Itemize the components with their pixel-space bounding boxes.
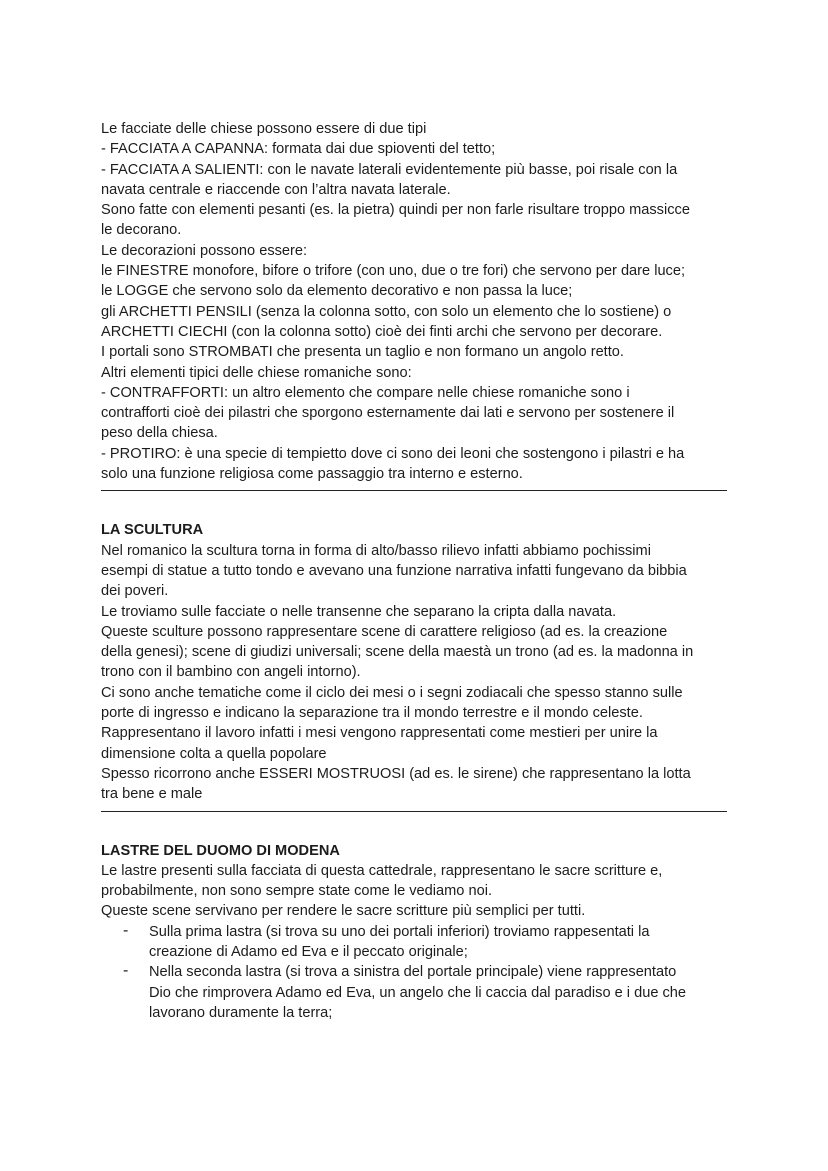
text-line: contrafforti cioè dei pilastri che sporgono esternamente dai lati e servono per sostenere il xyxy=(101,405,675,422)
text-line: ARCHETTI CIECHI (con la colonna sotto) cioè dei finti archi che servono per decorare. xyxy=(101,323,663,340)
text-line: della genesi); scene di giudizi universali; scene della maestà un trono (ad es. la madonna in xyxy=(101,644,694,661)
text-line: tra bene e male xyxy=(101,786,203,803)
text-line: le decorano. xyxy=(101,222,182,239)
text-line: navata centrale e riaccende con l’altra navata laterale. xyxy=(101,181,451,198)
text-line: - CONTRAFFORTI: un altro elemento che compare nelle chiese romaniche sono i xyxy=(101,384,630,401)
text-line: le LOGGE che servono solo da elemento decorativo e non passa la luce; xyxy=(101,283,573,300)
section-lastre-modena xyxy=(101,841,729,1024)
text-line: peso della chiesa. xyxy=(101,425,218,442)
text-line: Le lastre presenti sulla facciata di questa cattedrale, rappresentano le sacre scritture e, xyxy=(101,862,663,879)
text-line: dei poveri. xyxy=(101,583,169,600)
text-line: lavorano duramente la terra; xyxy=(149,1004,333,1021)
text-line: Queste sculture possono rappresentare scene di carattere religioso (ad es. la creazione xyxy=(101,623,668,640)
text-line: - FACCIATA A SALIENTI: con le navate laterali evidentemente più basse, poi risale con la xyxy=(101,161,678,178)
text-line: - FACCIATA A CAPANNA: formata dai due spioventi del tetto; xyxy=(101,141,496,158)
text-line: Ci sono anche tematiche come il ciclo dei mesi o i segni zodiacali che spesso stanno sulle xyxy=(101,684,683,701)
section-scultura xyxy=(101,520,729,804)
text-line: Queste scene servivano per rendere le sacre scritture più semplici per tutti. xyxy=(101,903,586,920)
text-line: creazione di Adamo ed Eva e il peccato originale; xyxy=(149,943,468,960)
text-line: trono con il bambino con angeli intorno). xyxy=(101,664,361,681)
list-item xyxy=(101,922,729,963)
text-line: Le facciate delle chiese possono essere di due tipi xyxy=(101,121,427,137)
text-line: probabilmente, non sono sempre state come le vediamo noi. xyxy=(101,883,493,900)
text-line: Sono fatte con elementi pesanti (es. la pietra) quindi per non farle risultare troppo massicce xyxy=(101,202,690,219)
text-line: le FINESTRE monofore, bifore o trifore (con uno, due o tre fori) che servono per dare luce; xyxy=(101,263,686,280)
text-line: dimensione colta a quella popolare xyxy=(101,745,327,762)
text-line: Spesso ricorrono anche ESSERI MOSTRUOSI (ad es. le sirene) che rappresentano la lotta xyxy=(101,765,691,782)
text-line: Le decorazioni possono essere: xyxy=(101,242,308,259)
text-line: Rappresentano il lavoro infatti i mesi vengono rappresentati come mestieri per unire la xyxy=(101,725,658,742)
bullet-marker: - xyxy=(123,921,129,939)
text-line: esempi di statue a tutto tondo e avevano una funzione narrativa infatti fungevano da bibbia xyxy=(101,562,687,579)
section-facciate xyxy=(101,119,729,484)
text-line: - PROTIRO: è una specie di tempietto dove ci sono dei leoni che sostengono i pilastri e ha xyxy=(101,445,685,462)
list-item xyxy=(101,962,729,1023)
text-line: Sulla prima lastra (si trova su uno dei portali inferiori) troviamo rappesentati la xyxy=(149,923,650,940)
text-line: Nella seconda lastra (si trova a sinistra del portale principale) viene rappresentato xyxy=(149,964,677,981)
bullet-marker: - xyxy=(123,962,129,980)
text-line: solo una funzione religiosa come passaggio tra interno e esterno. xyxy=(101,466,523,483)
text-line: Nel romanico la scultura torna in forma di alto/basso rilievo infatti abbiamo pochissimi xyxy=(101,542,651,559)
text-line: porte di ingresso e indicano la separazione tra il mondo terrestre e il mondo celeste. xyxy=(101,705,643,722)
document-page xyxy=(101,119,729,1023)
text-line: Altri elementi tipici delle chiese romaniche sono: xyxy=(101,364,412,381)
text-line: Le troviamo sulle facciate o nelle transenne che separano la cripta dalla navata. xyxy=(101,603,617,620)
text-line: Dio che rimprovera Adamo ed Eva, un angelo che li caccia dal paradiso e i due che xyxy=(149,984,687,1001)
section-title: LASTRE DEL DUOMO DI MODENA xyxy=(101,842,340,859)
text-line: gli ARCHETTI PENSILI (senza la colonna sotto, con solo un elemento che lo sostiene) o xyxy=(101,303,672,320)
text-line: I portali sono STROMBATI che presenta un taglio e non formano un angolo retto. xyxy=(101,344,624,361)
section-title: LA SCULTURA xyxy=(101,522,204,539)
